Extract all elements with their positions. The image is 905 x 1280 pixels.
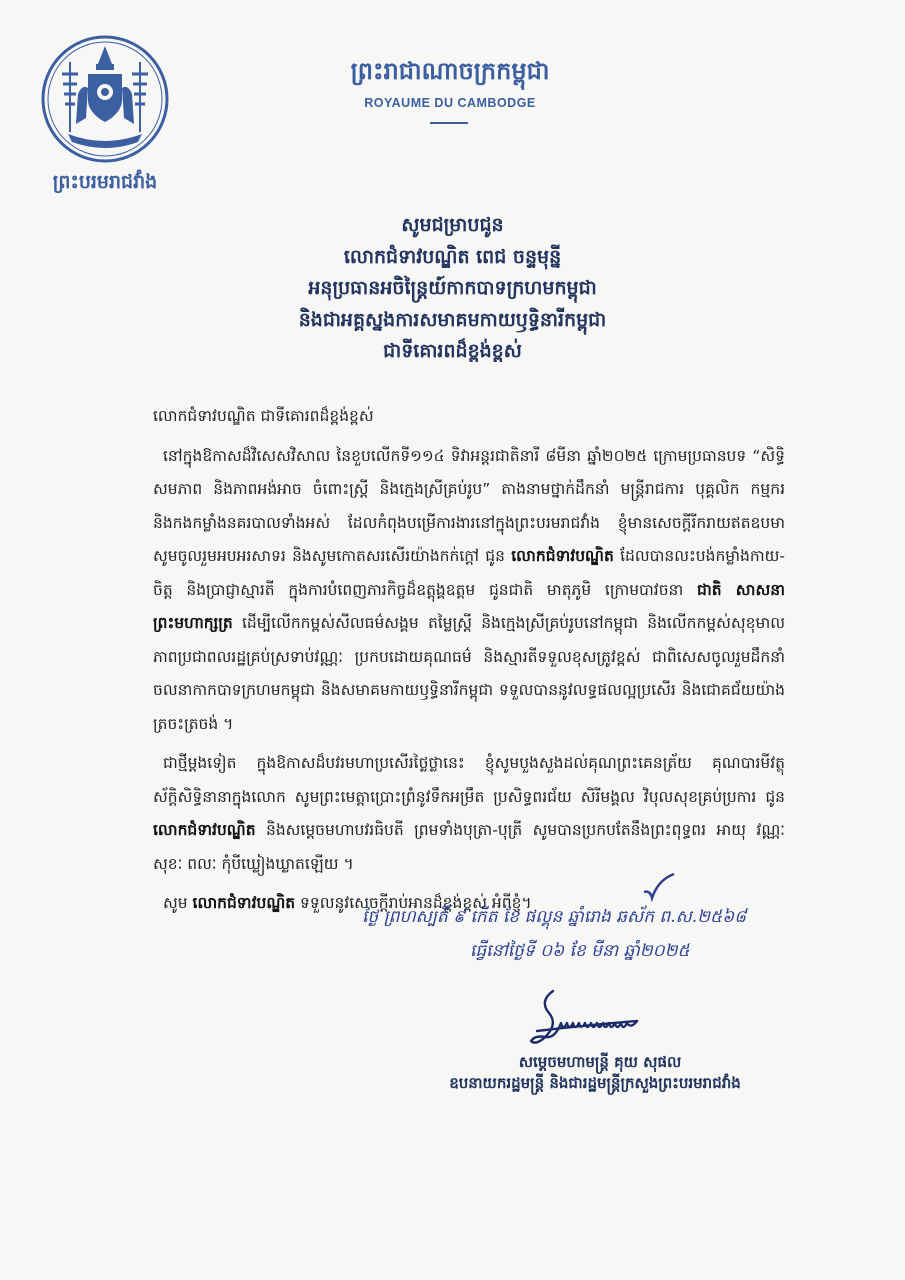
solar-date: ធ្វើនៅថ្ងៃទី ០៦ ខែ មីនា ឆ្នាំ២០២៥ (470, 941, 690, 961)
paragraph-2-text-b: និងសម្តេចមហាបវរធិបតី ព្រមទាំងបុត្រា-បុត្រី សូមបានប្រកបតែនឹងព្រះពុទ្ធពរ អាយុ វណ្ណៈ សុខៈ ពលៈ កុំបីឃ្លៀងឃ្លាតឡើយ ។ (153, 821, 785, 873)
handwritten-signature-icon (525, 985, 695, 1055)
royal-palace-label: ព្រះបរមរាជវាំង (52, 171, 158, 193)
honorific-bold: លោកជំទាវបណ្ឌិត (511, 547, 614, 565)
honorific-bold: លោកជំទាវបណ្ឌិត (153, 821, 256, 839)
addressee-line: អនុប្រធានអចិន្ត្រៃយ៍កាកបាទក្រហមកម្ពុជា (308, 277, 597, 299)
addressee-line: ជាទីគោរពដ៏ខ្ពង់ខ្ពស់ (383, 340, 522, 362)
addressee-line: សូមជម្រាបជូន (401, 214, 504, 236)
paragraph-2 (153, 747, 785, 881)
kingdom-title-french: ROYAUME DU CAMBODGE (364, 96, 536, 110)
addressee-line: លោកជំទាវបណ្ឌិត ពេជ ចន្ទមុន្នី (343, 245, 562, 268)
kingdom-title-khmer: ព្រះរាជាណាចក្រកម្ពុជា (350, 57, 550, 85)
letter-body (153, 400, 785, 921)
handwritten-tick-icon (640, 872, 680, 902)
paragraph-1 (153, 440, 785, 742)
paragraph-1-text-b: ដែលបានលះបង់កម្លាំងកាយ-ចិត្ត និងប្រាជ្ញាស្មារតី ក្នុងការបំពេញភារកិច្ចដ៏ឧត្តុង្គឧត្តម ជូនជាតិ មាតុភូមិ ក្រោមបាវចនា (153, 547, 786, 599)
signer-title: ឧបនាយករដ្ឋមន្ត្រី និងជារដ្ឋមន្ត្រីក្រសួងព្រះបរមរាជវាំង (449, 1074, 741, 1092)
closing-text-a: សូម (163, 894, 193, 912)
motto-bold: ជាតិ សាសនា ព្រះមហាក្សត្រ (153, 580, 785, 632)
addressee-line: និងជាអគ្គស្នងការសមាគមកាយឫទ្ធិនារីកម្ពុជា (298, 308, 607, 331)
addressee-block (150, 210, 755, 368)
royal-palace-emblem-icon (40, 34, 170, 164)
closing-text-b: ទទួលនូវសេចក្តីរាប់អានដ៏ខ្ពង់ខ្ពស់ អំពីខ្ញុំ។ (295, 894, 532, 912)
signer-name: សម្តេចមហាមន្ត្រី គុយ សុផល (518, 1053, 682, 1071)
honorific-bold: លោកជំទាវបណ្ឌិត (192, 894, 296, 912)
header-divider (430, 122, 468, 124)
salutation: លោកជំទាវបណ្ឌិត ជាទីគោរពដ៏ខ្ពង់ខ្ពស់ (153, 407, 374, 425)
paragraph-1-text-c: ដើម្បីលើកកម្ពស់សីលធម៌សង្គម តម្លៃស្ត្រី និងក្មេងស្រីគ្រប់រូបនៅកម្ពុជា និងលើកកម្ពស់សុខុមាលភាពប្រជាពលរដ្ឋគ្រប់ស្រទាប់វណ្ណៈ ប្រកបដោយគុណធម៌ និងស្មារតីទទួលខុសត្រូវខ្ពស់ ជាពិសេសចូលរួមដឹកនាំចលនាកាកបាទក្រហមកម្ពុជា និងសមាគមកាយឫទ្ធិនារីកម្ពុជា ទទួលបាននូវលទ្ធផលល្អប្រសើរ និងជោគជ័យយ៉ាងត្រចះត្រចង់ ។ (153, 614, 785, 733)
paragraph-1-text-a: នៅក្នុងឱកាសដ៏វិសេសវិសាល នៃខួបលើកទី១១៤ ទិវាអន្តរជាតិនារី ៨មីនា ឆ្នាំ២០២៥ ក្រោមប្រធានបទ “សិទ្ធិ សមភាព និងភាពអង់អាច ចំពោះស្ត្រី និងក្មេងស្រីគ្រប់រូប” តាងនាមថ្នាក់ដឹកនាំ មន្ត្រីរាជការ បុគ្គលិក កម្មករ និងកងកម្លាំងនគរបាលទាំងអស់ ដែលកំពុងបម្រើការងារនៅក្នុងព្រះបរមរាជវាំង ខ្ញុំមានសេចក្តីរីករាយឥតឧបមា សូមចូលរួមអបអរសាទរ និងសូមកោតសរសើរយ៉ាងកក់ក្តៅ ជូន (153, 446, 785, 565)
lunar-date: ថ្ងៃ ព្រហស្បតិ៍ ៩ កើត ខែ ផល្គុន ឆ្នាំរោង ឆស័ក ព.ស.២៥៦៨ (362, 907, 747, 927)
paragraph-2-text-a: ជាថ្មីម្តងទៀត ក្នុងឱកាសដ៏បវរមហាប្រសើរថ្លៃថ្លានេះ ខ្ញុំសូមបួងសួងដល់គុណព្រះគេនត្រ័យ គុណបារមីវត្ថុស័ក្តិសិទ្ធិនានាក្នុងលោក សូមព្រះមេត្តាប្រោះព្រំនូវទឹកអម្រឹត ប្រសិទ្ធពរជ័យ សិរីមង្គល វិបុលសុខគ្រប់ប្រការ ជូន (153, 754, 785, 806)
